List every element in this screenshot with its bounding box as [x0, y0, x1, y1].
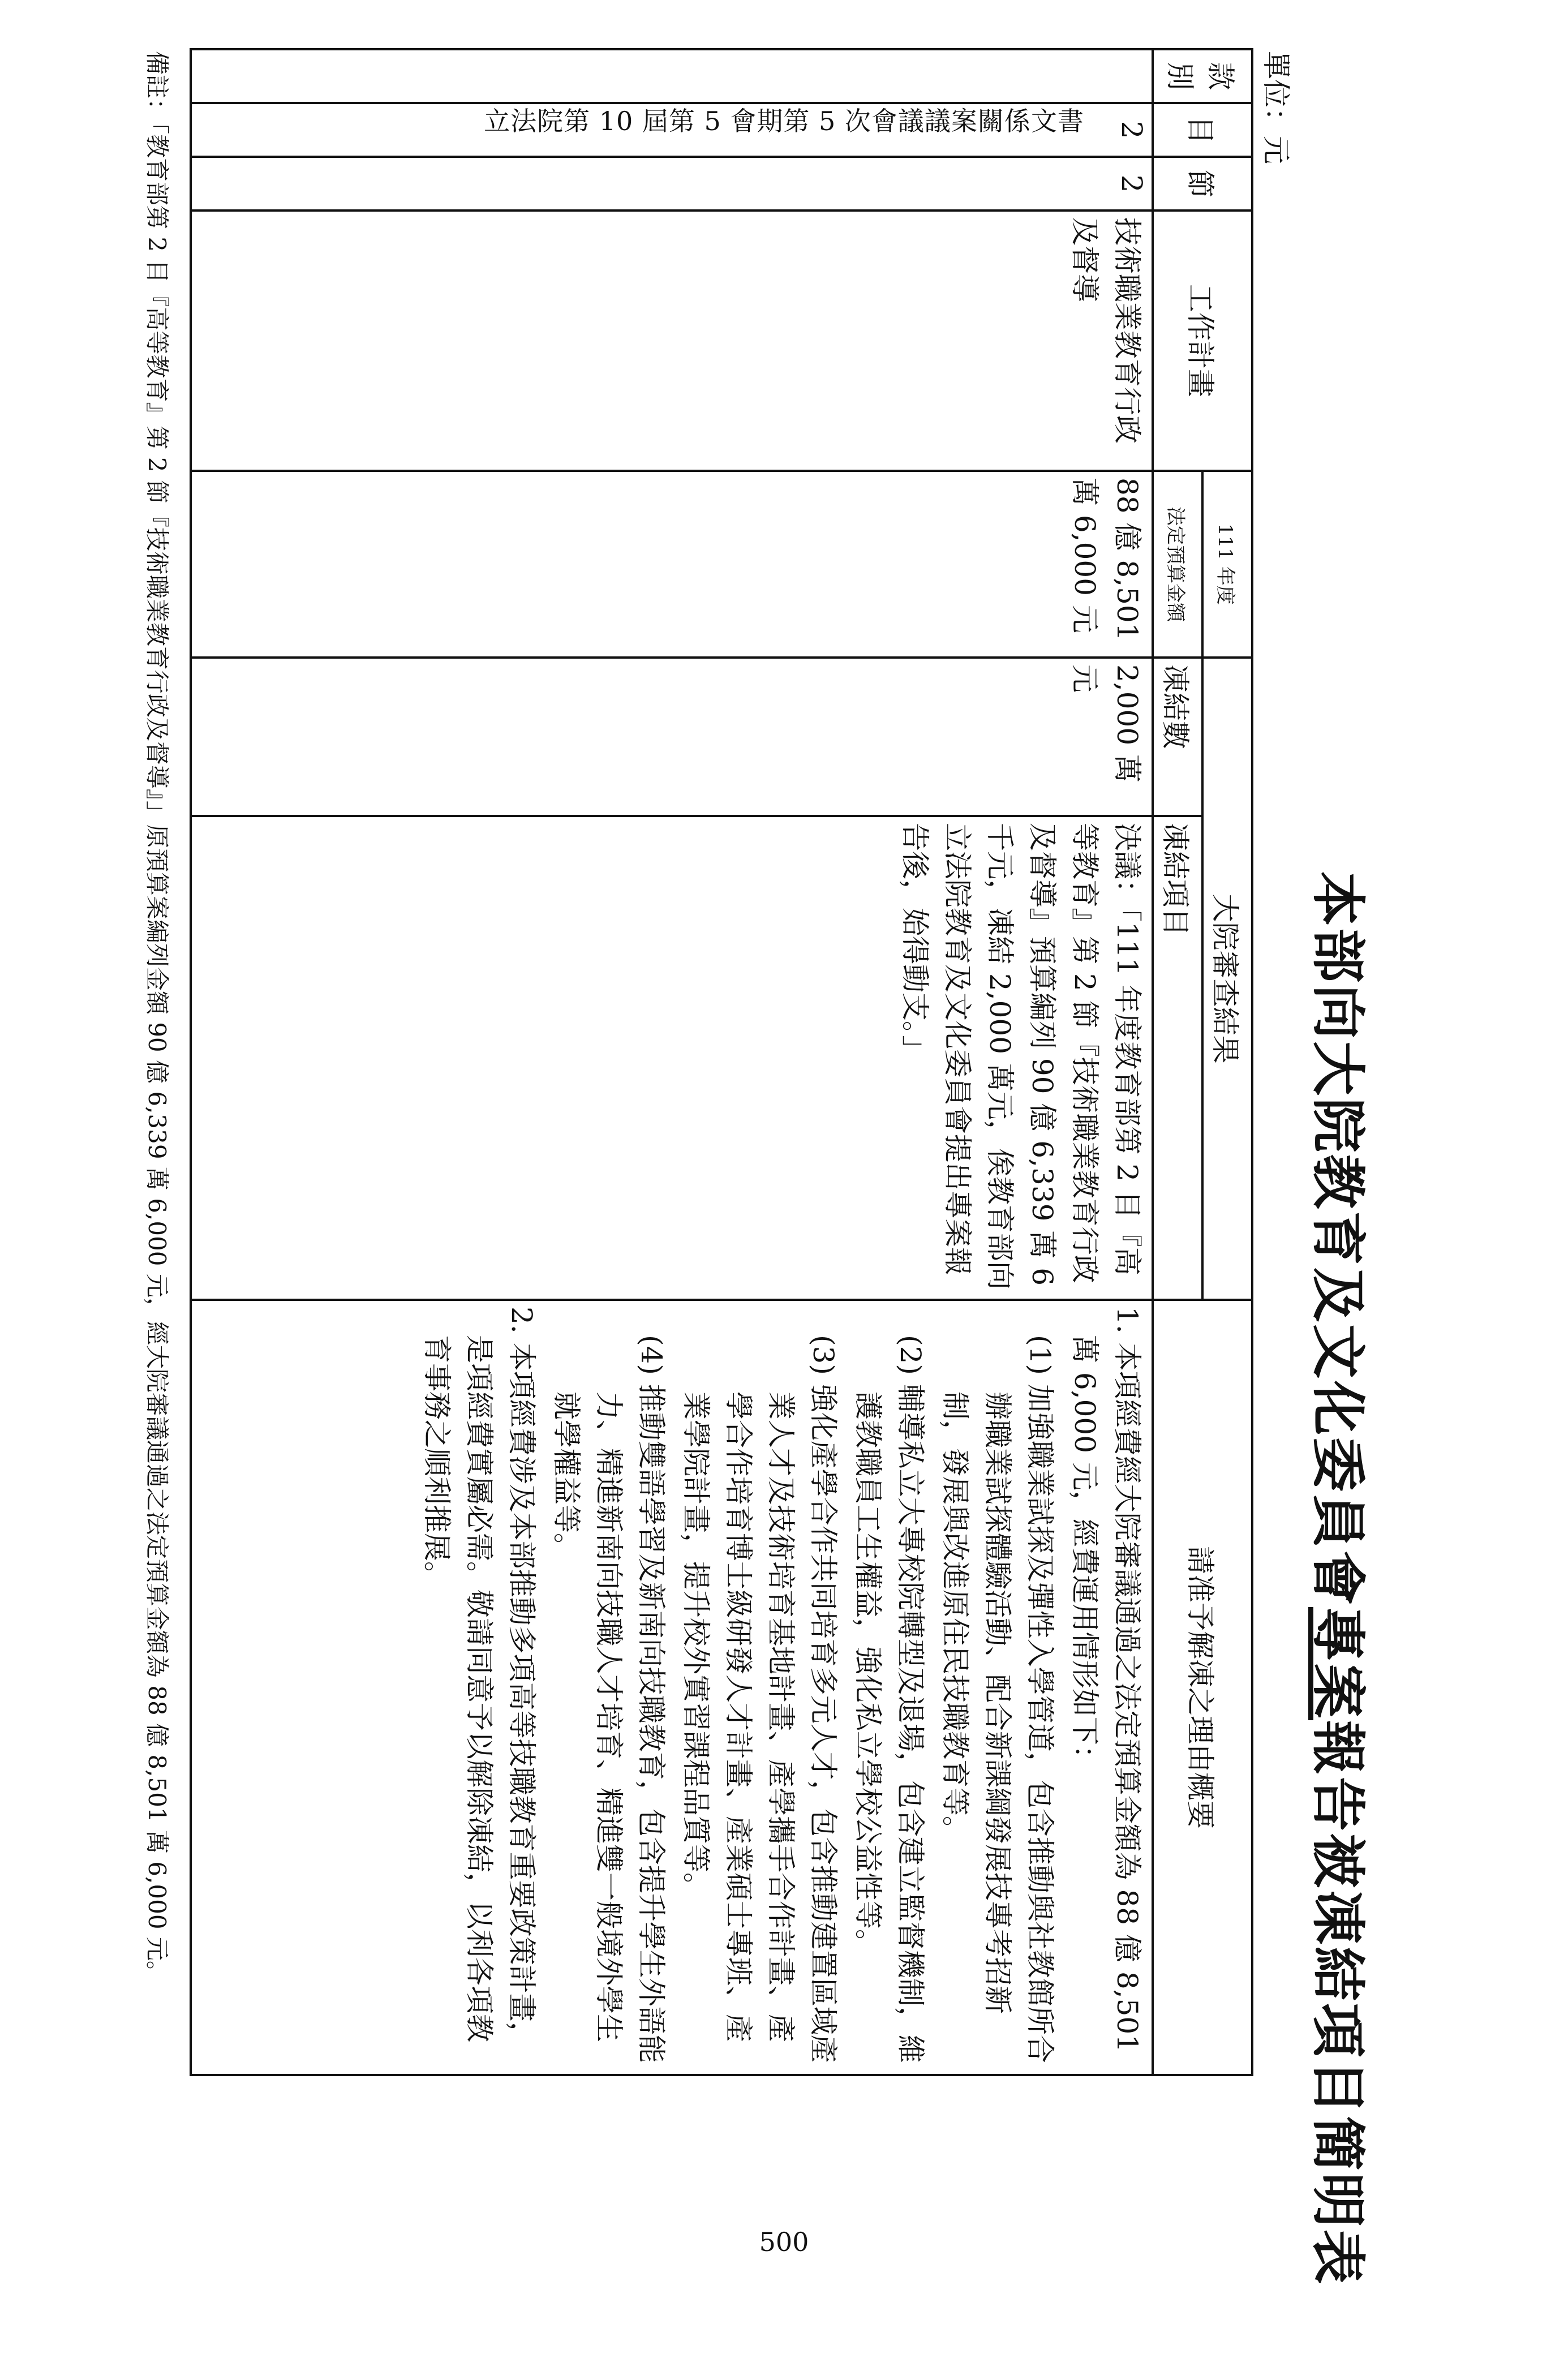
document-title: 本部向大院教育及文化委員會專案報告被凍結項目簡明表 — [1306, 871, 1370, 2286]
header-year: 111 年度 — [1202, 471, 1252, 658]
header-plan: 工作計畫 — [1153, 211, 1252, 471]
page-number: 500 — [759, 2227, 809, 2257]
cell-kind — [191, 49, 1153, 103]
header-review: 大院審查結果 — [1202, 658, 1252, 1300]
cell-item: 2 — [191, 103, 1153, 157]
unit-label: 單位：元 — [1260, 51, 1292, 164]
reason-1: 1. 本項經費經大院審議通過之法定預算金額為 88 億 8,501 萬 6,000 元，經費運用情形如下： — [1068, 1307, 1144, 2053]
title-underlined-word: 專案 — [1306, 1607, 1370, 1720]
cell-plan: 技術職業教育行政及督導 — [191, 211, 1153, 471]
cell-frozen-amount: 2,000 萬元 — [191, 658, 1153, 816]
header-reason: 請准予解凍之理由概要 — [1153, 1300, 1252, 2075]
page-header: 立法院第 10 屆第 5 會期第 5 次會議議案關係文書 — [484, 106, 1084, 136]
footnote: 備註：「教育部第 2 目『高等教育』第 2 節『技術職業教育行政及督導』」原預算案編列金額 90 億 6,339 萬 6,000 元，經大院審議通過之法定預算金額為 88 億 8,501 萬 6,000 元。 — [143, 51, 171, 1984]
header-section: 節 — [1153, 157, 1252, 211]
reason-1-4: (4) 推動雙語學習及新南向技職教育，包含提升學生外語能力、精進新南向技職人才培育、精進雙一般境外學生就學權益等。 — [550, 1335, 668, 2063]
cell-reason — [191, 1300, 1153, 2075]
header-item: 目 — [1153, 103, 1252, 157]
header-frozen-item: 凍結項目 — [1153, 816, 1202, 1300]
reason-2: 2. 本項經費涉及本部推動多項高等技職教育重要政策計畫，是項經費實屬必需。敬請同意予以解除凍結，以利各項教育事務之順利推展。 — [420, 1307, 538, 2050]
cell-budget: 88 億 8,501 萬 6,000 元 — [191, 471, 1153, 658]
header-budget: 法定預算金額 — [1153, 471, 1202, 658]
reason-1-1: (1) 加強職業試探及彈性入學管道，包含推動與社教館所合辦職業試探體驗活動、配合新課綱發展技專考招新制，發展與改進原住民技職教育等。 — [939, 1335, 1056, 2063]
cell-section: 2 — [191, 157, 1153, 211]
header-kind: 款別 — [1153, 49, 1252, 103]
reason-1-2: (2) 輔導私立大專校院轉型及退場，包含建立監督機制，維護教職員工生權益，強化私立學校公益性等。 — [852, 1335, 927, 2063]
cell-frozen-item: 決議：「111 年度教育部第 2 目『高等教育』第 2 節『技術職業教育行政及督導』預算編列 90 億 6,339 萬 6 千元，凍結 2,000 萬元，俟教育部向立法院教育及文化委員會提出專案報告後，始得動支。」 — [191, 816, 1153, 1300]
frozen-items-table — [190, 48, 1253, 2076]
reason-1-3: (3) 強化產學合作共同培育多元人才，包含推動建置區域產業人才及技術培育基地計畫、產學攜手合作計畫、產學合作培育博士級研發人才計畫、產業碩士專班、產業學院計畫，提升校外實習課程品質等。 — [680, 1335, 840, 2063]
header-frozen-amount: 凍結數 — [1153, 658, 1202, 816]
